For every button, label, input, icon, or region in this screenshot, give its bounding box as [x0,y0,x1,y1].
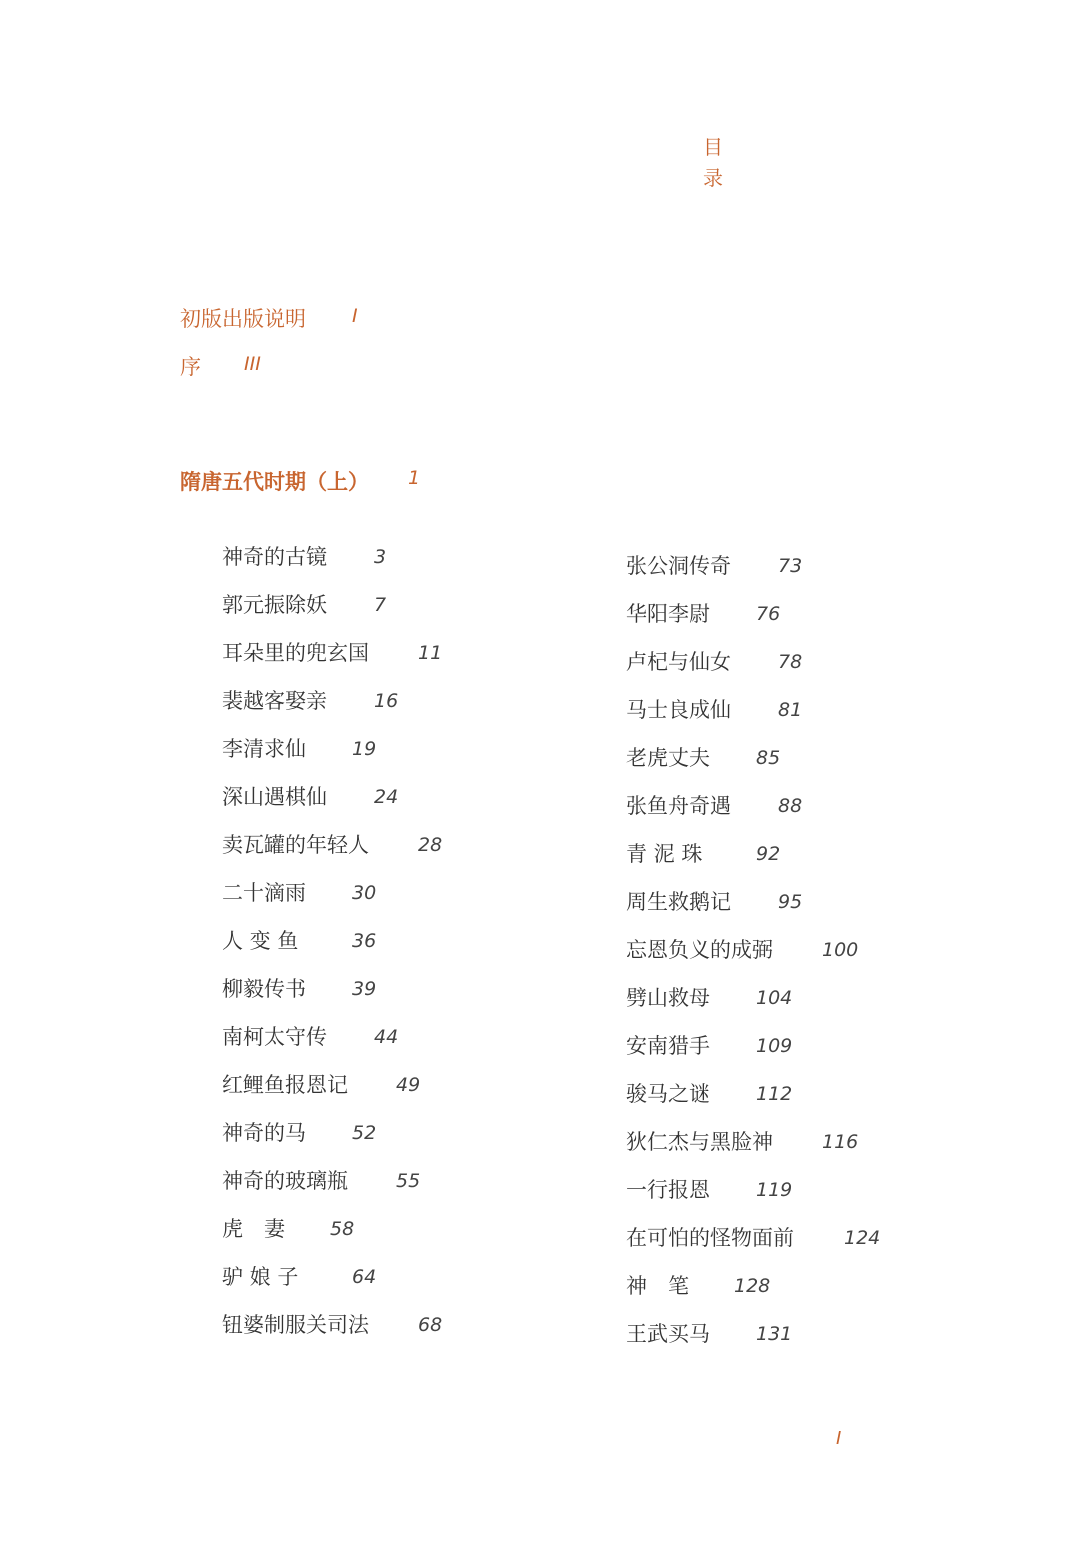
entry-page-number: 19 [352,738,377,760]
toc-column-left [222,540,443,1356]
toc-entry[interactable] [222,1308,443,1356]
entry-page-number: 85 [756,747,781,769]
entry-page-number: 39 [352,978,377,1000]
entry-page-number: 88 [778,795,803,817]
toc-entry[interactable] [626,1317,794,1365]
toc-entry[interactable] [222,636,443,684]
toc-entry[interactable] [222,780,399,828]
entry-page-number: 49 [396,1074,421,1096]
toc-entry[interactable] [626,1269,794,1317]
entry-title: 驴 娘 子 [222,1265,299,1289]
entry-title: 青 泥 珠 [626,842,703,866]
toc-entry[interactable] [222,828,443,876]
toc-title-char-1: 目 [703,135,723,159]
toc-entry[interactable] [222,732,377,780]
entry-title: 神奇的马 [222,1121,306,1145]
entry-page-number: 28 [418,834,443,856]
entry-title: 李清求仙 [222,737,306,761]
toc-entry[interactable] [222,1260,377,1308]
entry-page-number: 131 [756,1323,793,1345]
entry-page-number: 7 [374,594,387,616]
toc-entry[interactable] [626,789,803,837]
entry-title: 虎 妻 [222,1217,285,1241]
front-matter-entry[interactable] [180,351,261,381]
entry-page-number: 116 [822,1131,859,1153]
entry-title: 耳朵里的兜玄国 [222,641,369,665]
toc-column-right [626,549,881,1365]
toc-entry[interactable] [626,1173,794,1221]
entry-page-number: 92 [756,843,781,865]
entry-page-number: 95 [778,891,803,913]
entry-page-number: 55 [396,1170,421,1192]
entry-page-number: 76 [756,603,781,625]
toc-entry[interactable] [222,972,377,1020]
entry-title: 裴越客娶亲 [222,689,327,713]
entry-page-number: 30 [352,882,377,904]
entry-title: 一行报恩 [626,1178,710,1202]
entry-title: 神 笔 [626,1274,689,1298]
toc-entry[interactable] [626,645,803,693]
toc-entry[interactable] [222,876,377,924]
toc-entry[interactable] [626,1029,794,1077]
entry-title: 神奇的玻璃瓶 [222,1169,348,1193]
entry-title: 深山遇棋仙 [222,785,327,809]
toc-entry[interactable] [626,885,803,933]
toc-entry[interactable] [222,1116,377,1164]
toc-entry[interactable] [222,588,387,636]
toc-entry[interactable] [626,1221,881,1269]
entry-page-number: 100 [822,939,859,961]
entry-page-number: I [352,305,358,327]
toc-entry[interactable] [222,1212,369,1260]
toc-entry[interactable] [222,1020,399,1068]
entry-page-number: 68 [418,1314,443,1336]
entry-title: 红鲤鱼报恩记 [222,1073,348,1097]
entry-title: 在可怕的怪物面前 [626,1226,794,1250]
toc-entry[interactable] [626,597,794,645]
entry-title: 周生救鹅记 [626,890,731,914]
entry-page-number: III [244,353,261,375]
entry-title: 骏马之谜 [626,1082,710,1106]
entry-title: 神奇的古镜 [222,545,327,569]
entry-page-number: 119 [756,1179,793,1201]
toc-entry[interactable] [222,924,377,972]
toc-entry[interactable] [626,1077,794,1125]
page-folio: I [836,1428,842,1449]
entry-page-number: 11 [418,642,443,664]
entry-page-number: 52 [352,1122,377,1144]
toc-entry[interactable] [222,540,387,588]
entry-title: 序 [180,355,201,379]
entry-title: 忘恩负义的成弼 [626,938,773,962]
entry-title: 马士良成仙 [626,698,731,722]
entry-title: 卢杞与仙女 [626,650,731,674]
entry-title: 人 变 鱼 [222,929,299,953]
entry-page-number: 124 [844,1227,881,1249]
section-page-number: 1 [408,467,421,489]
entry-title: 初版出版说明 [180,307,306,331]
toc-entry[interactable] [626,1125,859,1173]
entry-title: 南柯太守传 [222,1025,327,1049]
entry-page-number: 3 [374,546,387,568]
toc-title [698,132,728,194]
entry-title: 钮婆制服关司法 [222,1313,369,1337]
entry-page-number: 36 [352,930,377,952]
entry-title: 张鱼舟奇遇 [626,794,731,818]
section-title: 隋唐五代时期（上） [180,469,369,494]
entry-title: 王武买马 [626,1322,710,1346]
front-matter-entry[interactable] [180,303,358,333]
entry-page-number: 128 [734,1275,771,1297]
entry-title: 老虎丈夫 [626,746,710,770]
entry-page-number: 109 [756,1035,793,1057]
entry-title: 狄仁杰与黑脸神 [626,1130,773,1154]
toc-entry[interactable] [222,1068,421,1116]
toc-entry[interactable] [222,684,399,732]
entry-page-number: 81 [778,699,803,721]
section-heading[interactable] [180,466,421,496]
entry-page-number: 24 [374,786,399,808]
entry-page-number: 44 [374,1026,399,1048]
entry-page-number: 58 [330,1218,355,1240]
toc-entry[interactable] [626,741,794,789]
toc-entry[interactable] [626,549,803,597]
entry-title: 安南猎手 [626,1034,710,1058]
entry-page-number: 104 [756,987,793,1009]
entry-title: 郭元振除妖 [222,593,327,617]
entry-title: 柳毅传书 [222,977,306,1001]
entry-page-number: 16 [374,690,399,712]
entry-title: 劈山救母 [626,986,710,1010]
toc-entry[interactable] [626,981,794,1029]
toc-entry[interactable] [222,1164,421,1212]
toc-entry[interactable] [626,693,803,741]
entry-title: 华阳李尉 [626,602,710,626]
entry-page-number: 78 [778,651,803,673]
entry-title: 张公洞传奇 [626,554,731,578]
toc-entry[interactable] [626,837,794,885]
entry-page-number: 73 [778,555,803,577]
entry-page-number: 112 [756,1083,793,1105]
entry-title: 二十滴雨 [222,881,306,905]
toc-entry[interactable] [626,933,859,981]
toc-title-char-2: 录 [703,166,723,190]
entry-page-number: 64 [352,1266,377,1288]
entry-title: 卖瓦罐的年轻人 [222,833,369,857]
